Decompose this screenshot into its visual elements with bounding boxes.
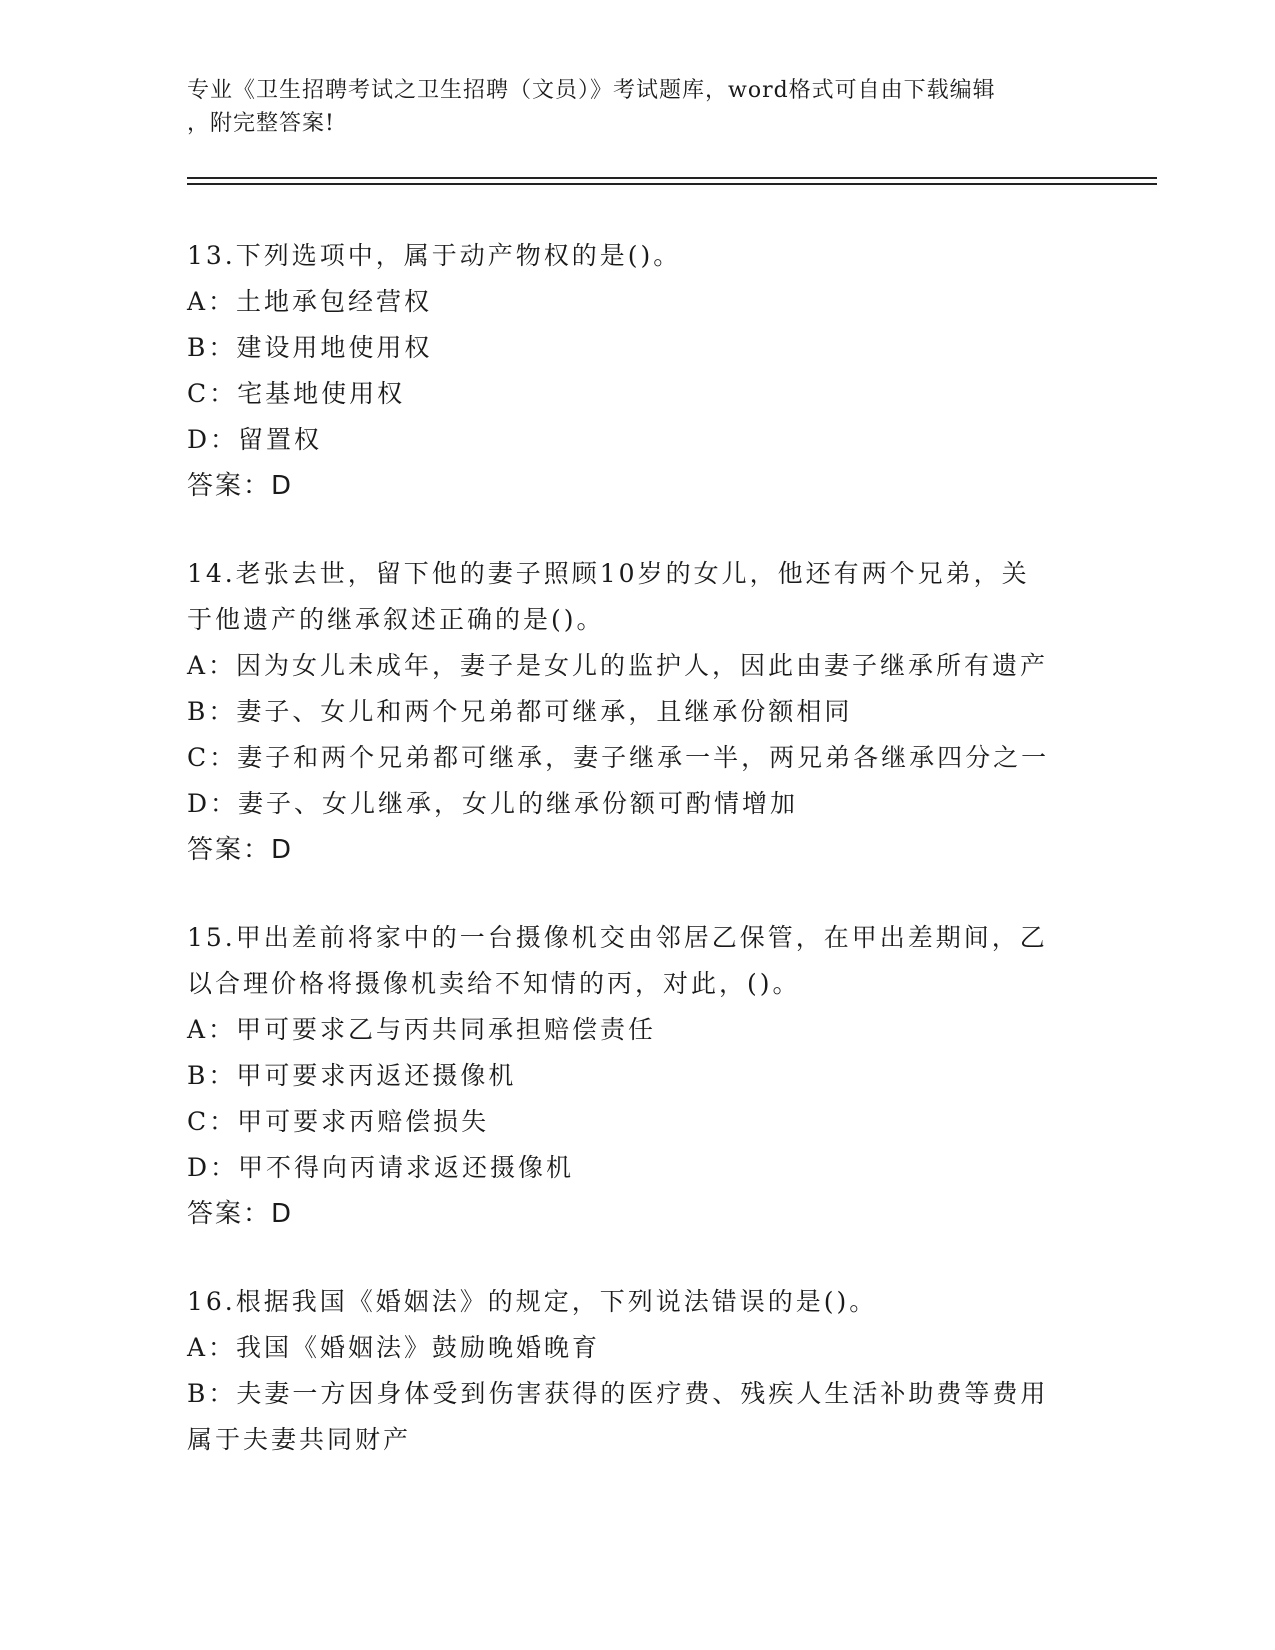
- option-b: B：甲可要求丙返还摄像机: [187, 1061, 517, 1090]
- question-stem: 13.下列选项中，属于动产物权的是()。: [187, 241, 682, 270]
- header-line-1: 专业《卫生招聘考试之卫生招聘（文员）》考试题库，word格式可自由下载编辑: [187, 78, 996, 103]
- question-16: [187, 1279, 1087, 1463]
- option-c: C：宅基地使用权: [187, 379, 406, 408]
- option-c: C：妻子和两个兄弟都可继承，妻子继承一半，两兄弟各继承四分之一: [187, 743, 1050, 772]
- option-b: B：建设用地使用权: [187, 333, 433, 362]
- question-stem: 15.甲出差前将家中的一台摄像机交由邻居乙保管，在甲出差期间，乙: [187, 923, 1048, 952]
- option-d: D：留置权: [187, 425, 323, 454]
- question-13: [187, 233, 1087, 509]
- question-stem-continued: 以合理价格将摄像机卖给不知情的丙，对此，()。: [187, 969, 801, 998]
- answer: 答案：D: [187, 835, 294, 865]
- header-line-2: ，附完整答案!: [187, 111, 335, 136]
- question-stem: 16.根据我国《婚姻法》的规定，下列说法错误的是()。: [187, 1287, 878, 1316]
- document-header: [187, 74, 1067, 140]
- question-stem: 14.老张去世，留下他的妻子照顾10岁的女儿，他还有两个兄弟，关: [187, 559, 1030, 588]
- question-list: [187, 233, 1087, 1505]
- question-15: [187, 915, 1087, 1237]
- question-stem-continued: 于他遗产的继承叙述正确的是()。: [187, 605, 605, 634]
- question-14: [187, 551, 1087, 873]
- option-a: A：因为女儿未成年，妻子是女儿的监护人，因此由妻子继承所有遗产: [187, 651, 1049, 680]
- header-rule-top: [187, 177, 1157, 179]
- option-b-continued: 属于夫妻共同财产: [187, 1425, 412, 1454]
- option-d: D：妻子、女儿继承，女儿的继承份额可酌情增加: [187, 789, 799, 818]
- option-a: A：我国《婚姻法》鼓励晚婚晚育: [187, 1333, 601, 1362]
- answer: 答案：D: [187, 471, 294, 501]
- option-d: D：甲不得向丙请求返还摄像机: [187, 1153, 575, 1182]
- option-a: A：土地承包经营权: [187, 287, 433, 316]
- option-b: B：夫妻一方因身体受到伤害获得的医疗费、残疾人生活补助费等费用: [187, 1379, 1049, 1408]
- option-b: B：妻子、女儿和两个兄弟都可继承，且继承份额相同: [187, 697, 853, 726]
- option-a: A：甲可要求乙与丙共同承担赔偿责任: [187, 1015, 657, 1044]
- option-c: C：甲可要求丙赔偿损失: [187, 1107, 490, 1136]
- answer: 答案：D: [187, 1199, 294, 1229]
- header-rule-bottom: [187, 183, 1157, 185]
